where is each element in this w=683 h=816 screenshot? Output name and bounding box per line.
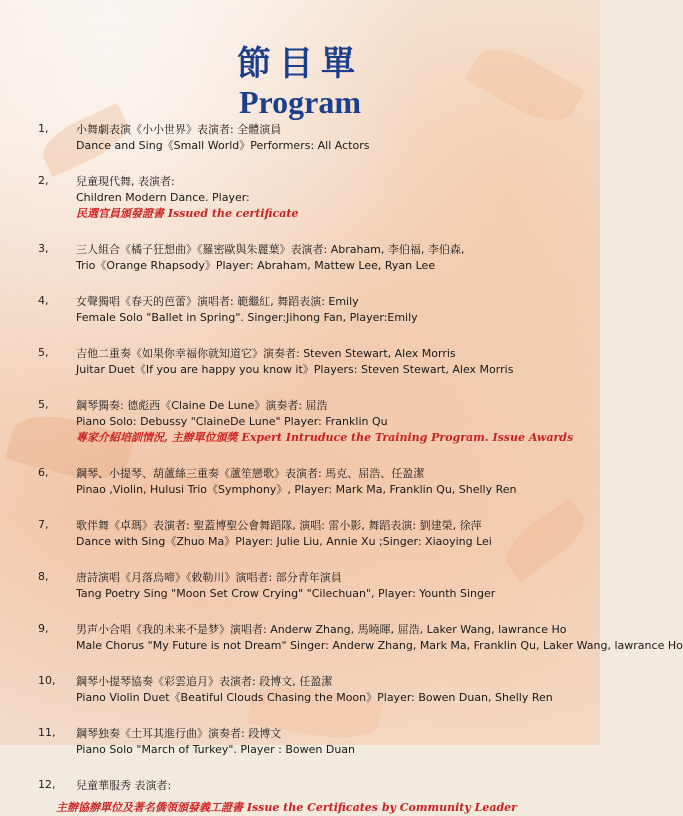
program-item-number: 2, (38, 174, 49, 187)
program-item-chinese: 小舞劇表演《小小世界》表演者: 全體演員 (76, 123, 282, 136)
award-note: 民選官員頒發證書 Issued the certificate (76, 207, 299, 220)
program-item-number: 8, (38, 570, 49, 583)
program-item-english: Juitar Duet《If you are happy you know it》Players: Steven Stewart, Alex Morris (76, 363, 514, 376)
page-title-chinese: 節目單 (237, 44, 363, 84)
program-item-chinese: 歌伴舞《卓瑪》表演者: 聖蓋博聖公會舞蹈隊, 演唱: 雷小影, 舞蹈表演: 劉建榮, 徐萍 (76, 519, 482, 532)
program-item-chinese: 女聲獨唱《春天的芭蕾》演唱者: 範繼紅, 舞蹈表演: Emily (76, 295, 359, 308)
program-item-chinese: 兒童華服秀 表演者: (76, 779, 172, 792)
program-item-number: 10, (38, 674, 56, 687)
program-item-chinese: 唐詩演唱《月落烏啼》《敕勒川》演唱者: 部分青年演員 (76, 571, 342, 584)
program-item-chinese: 鋼琴、小提琴、葫蘆絲三重奏《蘆笙戀歌》表演者: 馬克、屈浩、任盈潔 (76, 467, 425, 480)
program-item-english: Pinao ,Violin, Hulusi Trio《Symphony》, Player: Mark Ma, Franklin Qu, Shelly Ren (76, 483, 517, 496)
program-item (38, 398, 578, 446)
program-item-english: Dance with Sing《Zhuo Ma》Player: Julie Liu, Annie Xu ;Singer: Xiaoying Lei (76, 535, 492, 548)
program-item-chinese: 鋼琴獨奏: 德彪西《Claine De Lune》演奏者: 屈浩 (76, 399, 328, 412)
program-item-english: Piano Solo "March of Turkey". Player : Bowen Duan (76, 743, 356, 756)
program-item-number: 1, (38, 122, 49, 135)
program-item (38, 294, 578, 326)
program-item-chinese: 男声小合唱《我的未来不是梦》演唱者: Anderw Zhang, 馬曉暉, 屈浩, Laker Wang, lawrance Ho (76, 623, 567, 636)
program-item-chinese: 鋼琴独奏《土耳其進行曲》演奏者: 段博文 (76, 727, 282, 740)
program-item-english: Female Solo "Ballet in Spring". Singer:Jihong Fan, Player:Emily (76, 311, 418, 324)
program-item-english: Dance and Sing《Small World》Performers: All Actors (76, 139, 370, 152)
program-item (38, 122, 578, 154)
program-item (38, 518, 578, 550)
program-item (38, 570, 578, 602)
program-item-chinese: 兒童現代舞, 表演者: (76, 175, 175, 188)
program-item-english: Male Chorus "My Future is not Dream" Singer: Anderw Zhang, Mark Ma, Franklin Qu, Laker Wang, lawrance Ho (76, 639, 683, 652)
program-item (38, 778, 578, 794)
program-item-number: 3, (38, 242, 49, 255)
award-note: 專家介紹培訓情況, 主辦單位頒獎 Expert Intruduce the Training Program. Issue Awards (76, 431, 574, 444)
program-item-chinese: 三人組合《橘子狂想曲》《羅密歐與朱麗葉》表演者: Abraham, 李伯福, 李伯森, (76, 243, 465, 256)
program-item-chinese: 鋼琴小提琴協奏《彩雲追月》表演者: 段博文, 任盈潔 (76, 675, 333, 688)
program-item-english: Piano Violin Duet《Beatiful Clouds Chasing the Moon》Player: Bowen Duan, Shelly Ren (76, 691, 553, 704)
program-item (38, 466, 578, 498)
program-item-english: Tang Poetry Sing "Moon Set Crow Crying" "Cilechuan", Player: Younth Singer (76, 587, 496, 600)
program-item-english: Piano Solo: Debussy "ClaineDe Lune" Player: Franklin Qu (76, 415, 388, 428)
program-item (38, 346, 578, 378)
program-item (38, 174, 578, 222)
program-item-chinese: 吉他二重奏《如果你幸福你就知道它》演奏者: Steven Stewart, Alex Morris (76, 347, 456, 360)
closing-award-note: 主辦協辦單位及著名僑領頒發義工證書 Issue the Certificates by Community Leader (56, 801, 517, 814)
program-item-english: Children Modern Dance. Player: (76, 191, 250, 204)
program-item-number: 11, (38, 726, 56, 739)
program-item-number: 5, (38, 398, 49, 411)
program-item-number: 4, (38, 294, 49, 307)
program-item-english: Trio《Orange Rhapsody》Player: Abraham, Mattew Lee, Ryan Lee (76, 259, 436, 272)
program-item (38, 622, 683, 654)
program-item-number: 12, (38, 778, 56, 791)
program-item-number: 5, (38, 346, 49, 359)
page-title-english: Program (238, 84, 362, 120)
program-item (38, 726, 578, 758)
program-item-number: 9, (38, 622, 49, 635)
program-item-number: 6, (38, 466, 49, 479)
program-item (38, 242, 578, 274)
program-item-number: 7, (38, 518, 49, 531)
program-list (38, 122, 683, 816)
program-item (38, 674, 578, 706)
